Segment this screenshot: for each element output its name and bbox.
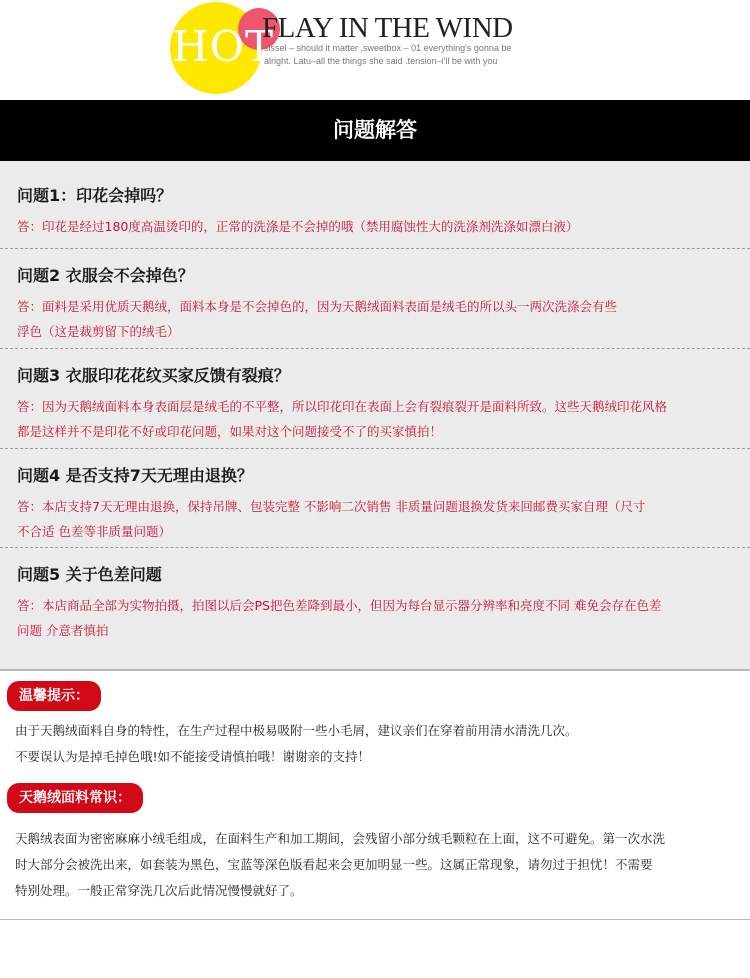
logo-hot-text: HOT [172,22,275,71]
faq-answer [17,294,745,344]
page-title: 问题解答 [0,100,750,161]
faq-divider [0,547,750,548]
faq-answer [17,214,745,239]
knowledge-line: 特别处理。一般正常穿洗几次后此情况慢慢就好了。 [15,883,303,898]
knowledge-line: 天鹅绒表面为密密麻麻小绒毛组成，在面料生产和加工期间，会残留小部分绒毛颗粒在上面，这不可避免。第一次水洗 [15,831,666,846]
faq-answer-line: 问题 介意者慎拍 [17,623,109,638]
logo-brand-name: FLAY IN THE WIND [262,12,513,44]
faq-question: 问题5 关于色差问题 [17,565,162,584]
knowledge-line: 时大部分会被洗出来，如套装为黑色，宝蓝等深色版看起来会更加明显一些。这属正常现象，请勿过于担忧！不需要 [15,857,653,872]
brand-logo [0,0,750,100]
faq-bottom-border [0,669,750,671]
faq-answer [17,494,745,544]
faq-question: 问题1：印花会掉吗？ [17,186,173,205]
knowledge-badge: 天鹅绒面料常识： [7,783,143,813]
faq-answer-line: 不合适 色差等非质量问题） [17,524,171,539]
tips-line: 不要误认为是掉毛掉色哦!如不能接受请慎拍哦！谢谢亲的支持！ [15,749,371,764]
faq-divider [0,248,750,249]
faq-divider [0,348,750,349]
faq-question: 问题4 是否支持7天无理由退换？ [17,466,253,485]
logo-tagline-2: alright. Latu–all the things she said .tension–i'll be with you [264,56,498,66]
faq-section [0,161,750,670]
faq-answer [17,394,745,444]
faq-answer-line: 答：本店商品全部为实物拍摄，拍图以后会PS把色差降到最小，但因为每台显示器分辨率和亮度不同 难免会存在色差 [17,598,662,613]
bottom-divider [0,919,750,920]
faq-answer-line: 答：印花是经过180度高温烫印的，正常的洗涤是不会掉的哦（禁用腐蚀性大的洗涤剂洗涤如漂白液） [17,219,579,234]
faq-question: 问题2 衣服会不会掉色？ [17,266,194,285]
faq-answer-line: 浮色（这是裁剪留下的绒毛） [17,324,180,339]
tips-line: 由于天鹅绒面料自身的特性，在生产过程中极易吸附一些小毛屑，建议亲们在穿着前用清水清洗几次。 [15,723,578,738]
logo-tagline-1: sissel – should it matter ,sweetbox – 01 everything's gonna be [264,43,512,53]
faq-divider [0,448,750,449]
tips-text [15,718,745,770]
knowledge-text [15,826,745,904]
faq-question: 问题3 衣服印花花纹买家反馈有裂痕？ [17,366,290,385]
faq-answer-line: 答：本店支持7天无理由退换，保持吊牌、包装完整 不影响二次销售 非质量问题退换发货来回邮费买家自理（尺寸 [17,499,646,514]
faq-answer [17,593,745,643]
tips-badge: 温馨提示： [7,681,101,711]
faq-answer-line: 都是这样并不是印花不好或印花问题，如果对这个问题接受不了的买家慎拍！ [17,424,443,439]
faq-answer-line: 答：因为天鹅绒面料本身表面层是绒毛的不平整，所以印花印在表面上会有裂痕裂开是面料所致。这些天鹅绒印花风格 [17,399,668,414]
faq-answer-line: 答：面料是采用优质天鹅绒，面料本身是不会掉色的，因为天鹅绒面料表面是绒毛的所以头一两次洗涤会有些 [17,299,618,314]
